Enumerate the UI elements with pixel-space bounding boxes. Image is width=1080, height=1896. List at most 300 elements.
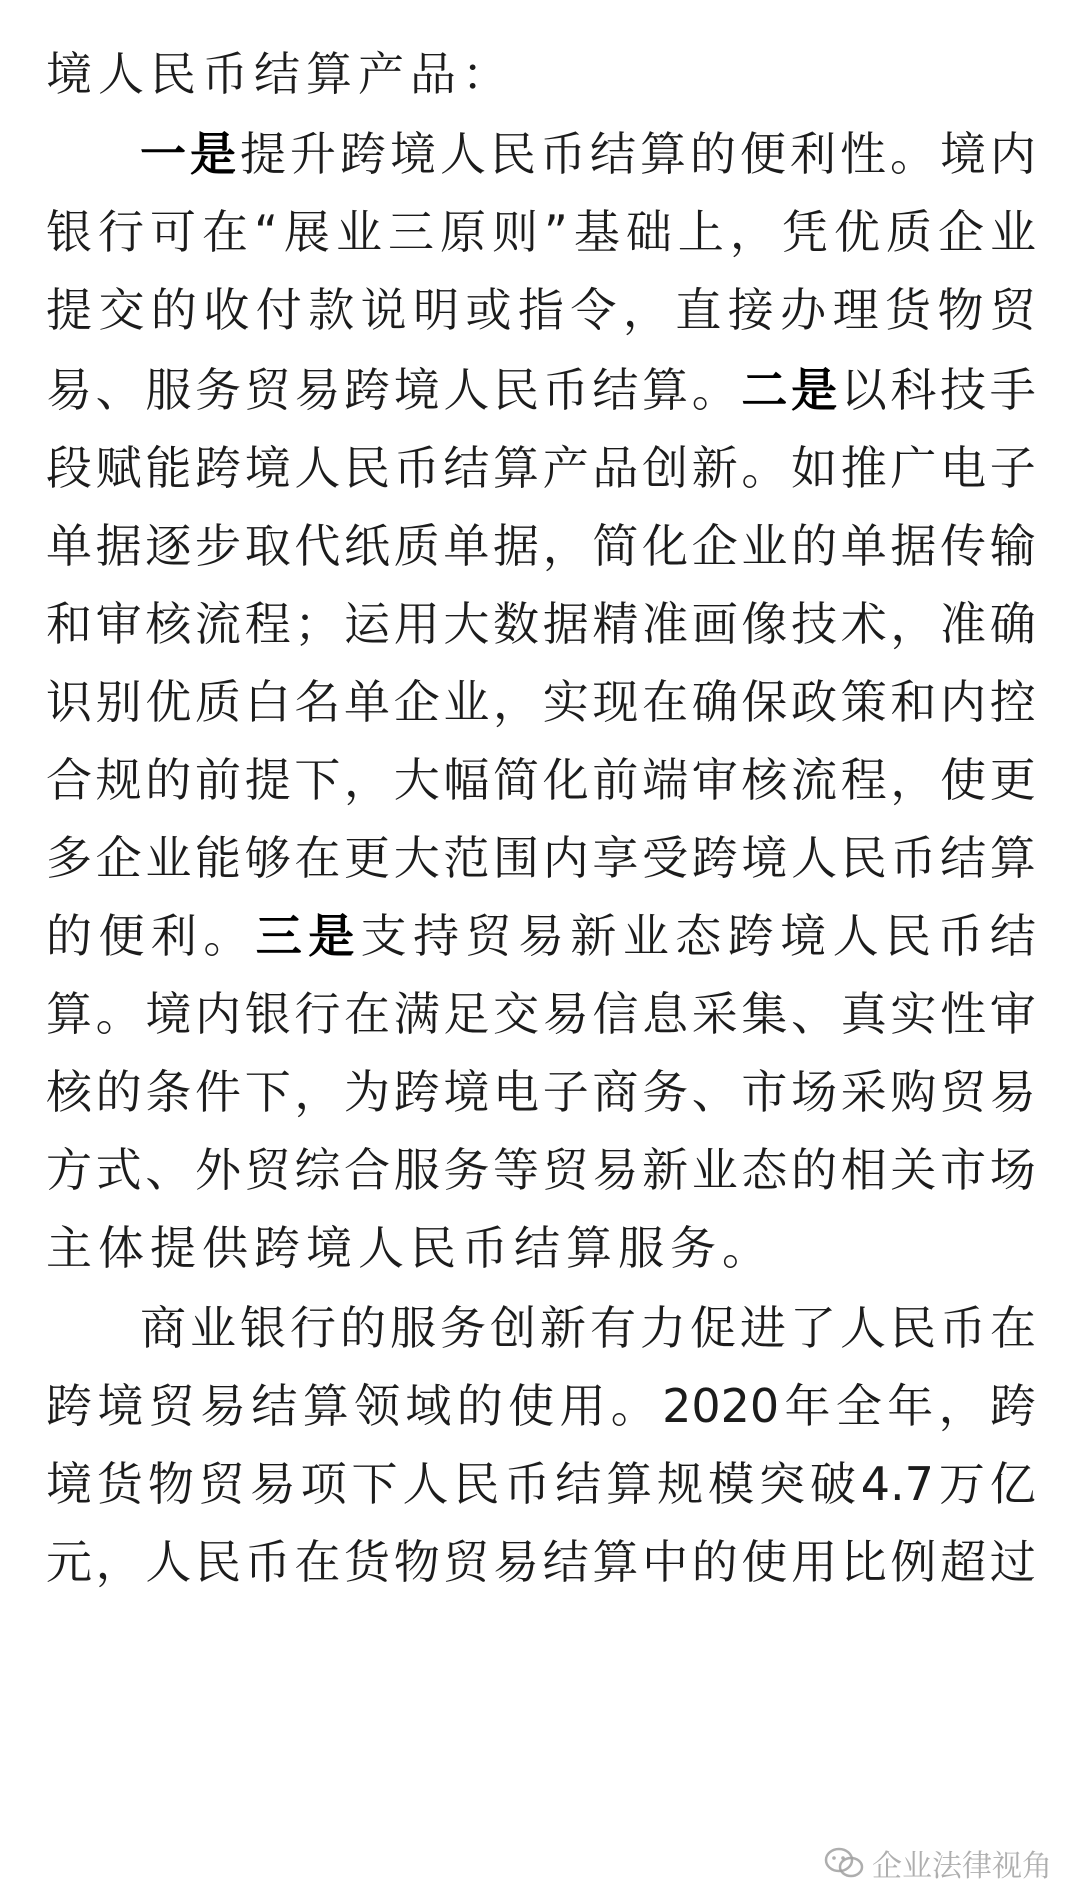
glyph: 贸 <box>148 1379 195 1433</box>
glyph: 跨 <box>46 1379 92 1433</box>
glyph: 跨 <box>727 909 774 963</box>
glyph: 的 <box>791 1143 838 1197</box>
glyph: 模 <box>707 1457 754 1511</box>
glyph: 人 <box>440 127 486 181</box>
glyph: 境 <box>145 987 192 1041</box>
glyph: 前 <box>195 753 242 807</box>
text-line <box>46 1210 1036 1286</box>
glyph: 业 <box>335 205 382 259</box>
glyph: 确 <box>989 597 1036 651</box>
glyph: 程 <box>840 753 887 807</box>
glyph: 关 <box>890 1143 937 1197</box>
glyph: 力 <box>640 1301 686 1355</box>
glyph: 政 <box>791 675 838 729</box>
glyph: 围 <box>493 831 540 885</box>
glyph: 审 <box>989 987 1036 1041</box>
glyph: 行 <box>290 1301 336 1355</box>
glyph: 策 <box>840 675 887 729</box>
glyph: 逐 <box>145 519 192 573</box>
glyph: 、 <box>95 363 142 417</box>
glyph: 易 <box>294 363 341 417</box>
glyph: 现 <box>592 675 639 729</box>
watermark <box>824 1838 1052 1888</box>
glyph: 赋 <box>95 441 142 495</box>
glyph: 元 <box>46 1535 92 1589</box>
glyph: ， <box>344 753 391 807</box>
glyph: 等 <box>493 1143 540 1197</box>
glyph: 内 <box>990 127 1036 181</box>
glyph: 画 <box>691 597 738 651</box>
glyph: ， <box>95 1535 142 1589</box>
text-line <box>46 898 1036 974</box>
glyph: ， <box>542 519 589 573</box>
glyph: 科 <box>890 363 937 417</box>
glyph: 代 <box>294 519 341 573</box>
glyph: 提 <box>150 1221 196 1275</box>
glyph: 。 <box>610 1379 657 1433</box>
text-line <box>46 352 1036 428</box>
glyph: 币 <box>202 47 248 101</box>
glyph: 物 <box>147 1457 194 1511</box>
glyph: 技 <box>791 597 838 651</box>
glyph: 业 <box>741 519 788 573</box>
glyph: 的 <box>791 519 838 573</box>
glyph: 升 <box>290 127 336 181</box>
glyph: 民 <box>890 1301 936 1355</box>
glyph: 识 <box>46 675 92 729</box>
glyph: 物 <box>937 283 984 337</box>
glyph: 步 <box>195 519 242 573</box>
glyph: 币 <box>940 1301 986 1355</box>
glyph: 明 <box>413 283 460 337</box>
glyph: 业 <box>145 831 192 885</box>
glyph: 品 <box>410 47 456 101</box>
glyph: 结 <box>514 1221 560 1275</box>
glyph: 提 <box>46 283 92 337</box>
text-line <box>46 36 1036 112</box>
glyph: 在 <box>202 205 249 259</box>
glyph: 收 <box>203 283 250 337</box>
glyph: 为 <box>344 1065 391 1119</box>
glyph: 结 <box>940 831 987 885</box>
glyph: 上 <box>677 205 724 259</box>
glyph: 下 <box>294 753 341 807</box>
glyph: 满 <box>393 987 440 1041</box>
glyph: 人 <box>145 1535 192 1589</box>
glyph: 务 <box>443 1143 490 1197</box>
glyph: 化 <box>642 519 689 573</box>
glyph: 质 <box>195 675 242 729</box>
glyph: 条 <box>145 1065 192 1119</box>
glyph: 质 <box>393 519 440 573</box>
text-line <box>46 1132 1036 1208</box>
glyph: 货 <box>885 283 931 337</box>
glyph: 企 <box>937 205 984 259</box>
glyph: 境 <box>46 1457 92 1511</box>
glyph: 币 <box>244 1535 291 1589</box>
glyph: 银 <box>244 987 291 1041</box>
glyph: 突 <box>758 1457 805 1511</box>
glyph: 购 <box>890 1065 937 1119</box>
glyph: 企 <box>95 831 142 885</box>
glyph: 业 <box>691 1143 738 1197</box>
glyph: 在 <box>294 1535 341 1589</box>
glyph: 是 <box>791 363 838 417</box>
text-line <box>46 586 1036 662</box>
glyph: 算 <box>493 441 540 495</box>
glyph: 下 <box>244 1065 291 1119</box>
glyph: 便 <box>740 127 786 181</box>
glyph: ， <box>729 205 776 259</box>
glyph: 结 <box>590 127 636 181</box>
glyph: 内 <box>195 987 242 1041</box>
glyph: 单 <box>443 519 490 573</box>
glyph: 人 <box>832 909 879 963</box>
glyph: 年 <box>887 1379 934 1433</box>
text-line <box>46 430 1036 506</box>
glyph: 全 <box>835 1379 882 1433</box>
glyph: 据 <box>95 519 142 573</box>
glyph: 大 <box>443 597 490 651</box>
glyph: 境 <box>940 127 986 181</box>
glyph: 据 <box>890 519 937 573</box>
glyph: 供 <box>202 1221 248 1275</box>
glyph: 主 <box>46 1221 92 1275</box>
glyph: 年 <box>784 1379 831 1433</box>
glyph: 令 <box>570 283 617 337</box>
glyph: 境 <box>46 47 92 101</box>
watermark-text: 企业法律视角 <box>872 1849 1052 1884</box>
glyph: 务 <box>642 1065 689 1119</box>
glyph: ， <box>622 283 669 337</box>
glyph: ” <box>544 205 568 259</box>
glyph: 别 <box>95 675 142 729</box>
glyph: 子 <box>542 1065 589 1119</box>
glyph: 单 <box>46 519 92 573</box>
glyph: 端 <box>642 753 689 807</box>
glyph: 提 <box>240 127 286 181</box>
text-line <box>46 508 1036 584</box>
glyph: 、 <box>691 1065 738 1119</box>
glyph: 审 <box>691 753 738 807</box>
glyph: 易 <box>989 1065 1036 1119</box>
glyph: 币 <box>542 363 589 417</box>
glyph: 跨 <box>393 1065 440 1119</box>
glyph: 更 <box>989 753 1036 807</box>
glyph: 贸 <box>198 1457 245 1511</box>
glyph: 4.7 <box>860 1457 934 1511</box>
glyph: 化 <box>542 753 589 807</box>
glyph: 万 <box>938 1457 985 1511</box>
glyph: 直 <box>675 283 722 337</box>
glyph: 规 <box>657 1457 704 1511</box>
glyph: “ <box>254 205 278 259</box>
glyph: 人 <box>402 1457 449 1511</box>
glyph: 精 <box>592 597 639 651</box>
glyph: 。 <box>691 363 738 417</box>
text-line <box>46 820 1036 896</box>
glyph: 货 <box>96 1457 143 1511</box>
glyph: 核 <box>145 597 192 651</box>
text-line <box>46 1524 1036 1600</box>
glyph: 、 <box>791 987 838 1041</box>
glyph: 推 <box>840 441 887 495</box>
glyph: 数 <box>493 597 540 651</box>
glyph: 易 <box>592 1143 639 1197</box>
glyph: 业 <box>989 205 1036 259</box>
glyph: 是 <box>308 909 355 963</box>
glyph: 便 <box>98 909 145 963</box>
glyph: 运 <box>344 597 391 651</box>
glyph: 2020 <box>662 1379 780 1433</box>
glyph: 业 <box>622 909 669 963</box>
glyph: 促 <box>690 1301 736 1355</box>
text-line <box>46 664 1036 740</box>
glyph: 易 <box>200 1379 247 1433</box>
glyph: 大 <box>393 753 440 807</box>
glyph: 币 <box>504 1457 551 1511</box>
glyph: 跨 <box>340 127 386 181</box>
glyph: 在 <box>294 831 341 885</box>
glyph: 项 <box>300 1457 347 1511</box>
glyph: 贸 <box>465 909 512 963</box>
glyph: 。 <box>890 127 936 181</box>
glyph: 银 <box>46 205 92 259</box>
glyph: ， <box>890 753 937 807</box>
glyph: 贸 <box>989 283 1036 337</box>
glyph: 子 <box>989 441 1036 495</box>
glyph: 在 <box>344 987 391 1041</box>
text-line <box>46 1054 1036 1130</box>
wechat-icon <box>824 1846 864 1880</box>
glyph: 传 <box>940 519 987 573</box>
glyph: 人 <box>294 441 341 495</box>
glyph: 足 <box>443 987 490 1041</box>
glyph: 算 <box>989 831 1036 885</box>
glyph: 新 <box>540 1301 586 1355</box>
glyph: 和 <box>890 675 937 729</box>
glyph: 行 <box>294 987 341 1041</box>
glyph: 用 <box>791 1535 838 1589</box>
glyph: 输 <box>989 519 1036 573</box>
glyph: ， <box>938 1379 985 1433</box>
glyph: 例 <box>890 1535 937 1589</box>
glyph: 易 <box>493 1535 540 1589</box>
glyph: 段 <box>46 441 92 495</box>
glyph: 指 <box>517 283 564 337</box>
glyph: 产 <box>358 47 404 101</box>
text-line <box>46 1446 1036 1522</box>
glyph: 真 <box>840 987 887 1041</box>
glyph: 民 <box>490 127 536 181</box>
glyph: 流 <box>195 597 242 651</box>
glyph: 结 <box>254 47 300 101</box>
glyph: 利 <box>150 909 197 963</box>
glyph: 易 <box>542 987 589 1041</box>
glyph: 更 <box>344 831 391 885</box>
glyph: 币 <box>462 1221 508 1275</box>
glyph: 方 <box>46 1143 92 1197</box>
glyph: 保 <box>741 675 788 729</box>
glyph: 人 <box>443 363 490 417</box>
glyph: 提 <box>244 753 291 807</box>
glyph: 广 <box>890 441 937 495</box>
glyph: 的 <box>690 127 736 181</box>
glyph: ； <box>294 597 341 651</box>
glyph: 可 <box>150 205 197 259</box>
glyph: 外 <box>195 1143 242 1197</box>
glyph: 算 <box>606 1457 653 1511</box>
glyph: 三 <box>387 205 434 259</box>
glyph: 支 <box>360 909 407 963</box>
glyph: 础 <box>625 205 672 259</box>
glyph: 结 <box>555 1457 602 1511</box>
glyph: 综 <box>294 1143 341 1197</box>
glyph: 利 <box>790 127 836 181</box>
glyph: 款 <box>308 283 355 337</box>
glyph: 准 <box>940 597 987 651</box>
glyph: 展 <box>283 205 330 259</box>
glyph: 务 <box>670 1221 716 1275</box>
glyph: 质 <box>885 205 932 259</box>
glyph: 二 <box>741 363 788 417</box>
glyph: 的 <box>145 753 192 807</box>
glyph: 服 <box>390 1301 436 1355</box>
glyph: 流 <box>791 753 838 807</box>
glyph: 优 <box>833 205 880 259</box>
glyph: 内 <box>940 675 987 729</box>
glyph: 采 <box>691 987 738 1041</box>
glyph: 一 <box>140 127 186 181</box>
glyph: 像 <box>741 597 788 651</box>
glyph: 核 <box>741 753 788 807</box>
glyph: 商 <box>140 1301 186 1355</box>
glyph: 简 <box>592 519 639 573</box>
glyph: 简 <box>493 753 540 807</box>
glyph: 境 <box>244 441 291 495</box>
glyph: 使 <box>508 1379 555 1433</box>
glyph: 和 <box>46 597 92 651</box>
glyph: 件 <box>195 1065 242 1119</box>
glyph: 场 <box>791 1065 838 1119</box>
glyph: 的 <box>456 1379 503 1433</box>
glyph: 货 <box>344 1535 391 1589</box>
glyph: 物 <box>393 1535 440 1589</box>
glyph: 。 <box>203 909 250 963</box>
glyph: 凭 <box>781 205 828 259</box>
glyph: 币 <box>890 831 937 885</box>
glyph: 据 <box>493 519 540 573</box>
glyph: 能 <box>195 831 242 885</box>
glyph: 民 <box>493 363 540 417</box>
glyph: 能 <box>145 441 192 495</box>
glyph: 受 <box>642 831 689 885</box>
glyph: 幅 <box>443 753 490 807</box>
glyph: 内 <box>542 831 589 885</box>
glyph: 创 <box>490 1301 536 1355</box>
glyph: 电 <box>940 441 987 495</box>
glyph: 名 <box>294 675 341 729</box>
glyph: 服 <box>393 1143 440 1197</box>
glyph: 行 <box>98 205 145 259</box>
glyph: 银 <box>240 1301 286 1355</box>
glyph: 态 <box>675 909 722 963</box>
glyph: 规 <box>95 753 142 807</box>
glyph: 易 <box>249 1457 296 1511</box>
glyph: 式 <box>95 1143 142 1197</box>
glyph: 范 <box>443 831 490 885</box>
glyph: 术 <box>840 597 887 651</box>
glyph: 的 <box>691 1535 738 1589</box>
glyph: 市 <box>741 1065 788 1119</box>
glyph: 性 <box>840 127 886 181</box>
glyph: ， <box>890 597 937 651</box>
glyph: 。 <box>722 1221 768 1275</box>
glyph: 境 <box>306 1221 352 1275</box>
glyph: 境 <box>390 127 436 181</box>
glyph: 产 <box>542 441 589 495</box>
glyph: 电 <box>493 1065 540 1119</box>
glyph: 多 <box>46 831 92 885</box>
glyph: 单 <box>344 675 391 729</box>
glyph: 中 <box>642 1535 689 1589</box>
glyph: 民 <box>410 1221 456 1275</box>
glyph: 原 <box>439 205 486 259</box>
glyph: 用 <box>559 1379 606 1433</box>
glyph: 人 <box>840 1301 886 1355</box>
glyph: 手 <box>989 363 1036 417</box>
glyph: 创 <box>642 441 689 495</box>
glyph: 领 <box>354 1379 401 1433</box>
glyph: 白 <box>244 675 291 729</box>
glyph: 企 <box>691 519 738 573</box>
glyph: 前 <box>592 753 639 807</box>
glyph: 民 <box>453 1457 500 1511</box>
glyph: 企 <box>393 675 440 729</box>
glyph: 使 <box>741 1535 788 1589</box>
glyph: 商 <box>592 1065 639 1119</box>
glyph: 。 <box>95 987 142 1041</box>
glyph: 算 <box>642 363 689 417</box>
glyph: 付 <box>255 283 302 337</box>
glyph: 是 <box>190 127 236 181</box>
glyph: 了 <box>790 1301 836 1355</box>
glyph: 破 <box>809 1457 856 1511</box>
glyph: 集 <box>741 987 788 1041</box>
glyph: 服 <box>618 1221 664 1275</box>
glyph: 民 <box>885 909 931 963</box>
glyph: 说 <box>360 283 407 337</box>
glyph: 交 <box>493 987 540 1041</box>
glyph: 贸 <box>940 1065 987 1119</box>
glyph: 信 <box>592 987 639 1041</box>
glyph: 币 <box>393 441 440 495</box>
glyph: 交 <box>98 283 145 337</box>
glyph: 跨 <box>691 831 738 885</box>
glyph: 下 <box>351 1457 398 1511</box>
glyph: 民 <box>840 831 887 885</box>
glyph: 够 <box>244 831 291 885</box>
glyph: 的 <box>95 1065 142 1119</box>
glyph: 跨 <box>195 441 242 495</box>
glyph: 优 <box>145 675 192 729</box>
glyph: 结 <box>542 1535 589 1589</box>
glyph: 境 <box>443 1065 490 1119</box>
glyph: 结 <box>251 1379 298 1433</box>
glyph: 新 <box>570 909 617 963</box>
glyph: 民 <box>195 1535 242 1589</box>
glyph: 有 <box>590 1301 636 1355</box>
